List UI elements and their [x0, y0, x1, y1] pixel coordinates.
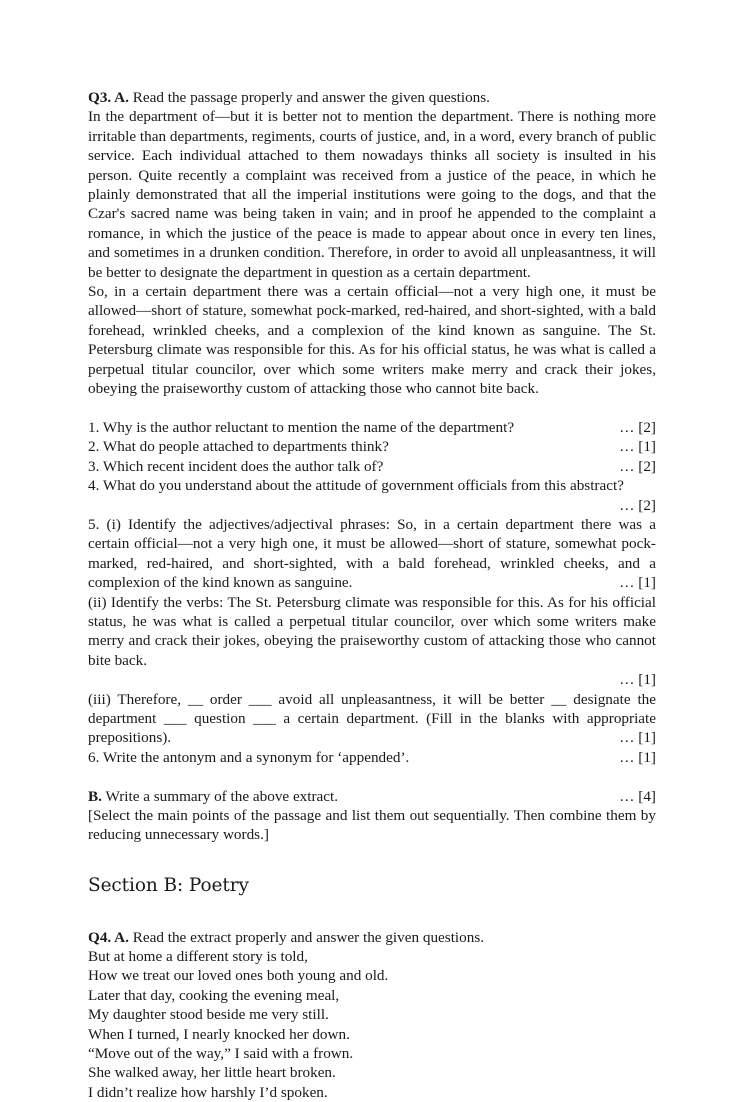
- spacer: [88, 399, 656, 418]
- partb-line: [88, 788, 338, 805]
- partb-note: [Select the main points of the passage and list them out sequentially. Then combine them by reducing unnecessary words.]: [88, 807, 656, 844]
- question-3-marks: … [2]: [619, 457, 656, 475]
- spacer: [88, 845, 656, 864]
- question-row-1: [88, 418, 656, 437]
- question-row-2: [88, 437, 656, 456]
- question-1-marks: … [2]: [619, 418, 656, 436]
- question-1-text: 1. Why is the author reluctant to mention the name of the department?: [88, 418, 515, 436]
- question-2-text: 2. What do people attached to departments think?: [88, 438, 389, 456]
- q4-label: Q4. A.: [88, 928, 129, 946]
- q4-instruction: Read the extract properly and answer the given questions.: [132, 928, 485, 946]
- q3-instruction: Read the passage properly and answer the given questions.: [132, 89, 490, 106]
- poem-line: I didn’t realize how harshly I’d spoken.: [88, 1083, 328, 1101]
- poem-line: “Move out of the way,” I said with a frown.: [88, 1045, 354, 1063]
- question-6-text: 6. Write the antonym and a synonym for ‘appended’.: [88, 748, 410, 766]
- partb-marks: … [4]: [619, 787, 656, 805]
- spacer: [88, 864, 656, 874]
- partb-row: [88, 787, 656, 806]
- q3-label: Q3. A.: [88, 89, 129, 106]
- question-5ii-paragraph: (ii) Identify the verbs: The St. Petersburg climate was responsible for this. As for his official status, he was what is called a perpetual titular councilor, over which some writers make merry and crack their jokes, obeying the praiseworthy custom of attacking those who cannot bite back.: [88, 593, 656, 669]
- question-row-3: [88, 457, 656, 476]
- question-6-row: [88, 748, 656, 767]
- question-5ii-marks: … [1]: [619, 671, 656, 689]
- poem-line: When I turned, I nearly knocked her down.: [88, 1025, 350, 1043]
- poem-line: But at home a different story is told,: [88, 948, 308, 966]
- spacer: [88, 898, 656, 917]
- spacer: [88, 767, 656, 786]
- question-2-marks: … [1]: [619, 438, 656, 456]
- poem-line: Later that day, cooking the evening meal,: [88, 986, 340, 1004]
- question-5iii-marks: … [1]: [619, 729, 656, 747]
- question-5i-text: 5. (i) Identify the adjectives/adjectival phrases: So, in a certain department there was a certain official—not a very high one, it must be allowed—short of stature, somewhat pock-marked, red-haired, and short-sighted, with a bald forehead, wrinkled cheeks, and a complexion of the kind known as sanguine.: [88, 515, 656, 592]
- question-4-marks: … [2]: [619, 496, 656, 514]
- partb-label: B.: [88, 787, 102, 805]
- passage-paragraph-2: So, in a certain department there was a certain official—not a very high one, it must be allowed—short of stature, somewhat pock-marked, red-haired, and short-sighted, with a bald forehead, wrinkled cheeks, and a complexion of the kind known as sanguine. The St. Petersburg climate was responsible for this. As for his official status, he was what is called a perpetual titular councilor, over which some writers make merry and crack their jokes, obeying the praiseworthy custom of attacking those who cannot bite back.: [88, 283, 656, 398]
- q3-instruction-line: [88, 88, 656, 107]
- q4-instruction-line: [88, 928, 656, 947]
- question-4-text: 4. What do you understand about the attitude of government officials from this abstract?: [88, 477, 624, 495]
- poem-line: My daughter stood beside me very still.: [88, 1006, 329, 1024]
- passage-paragraph-1: In the department of—but it is better not to mention the department. There is nothing more irritable than departments, regiments, courts of justice, and, in a word, every branch of public service. Each individual attached to them nowadays thinks all society is insulted in his person. Quite recently a complaint was received from a justice of the peace, in which he plainly demonstrated that all the imperial institutions were going to the dogs, and that the Czar's sacred name was being taken in vain; and in proof he appended to the complaint a romance, in which the justice of the peace is made to appear about once in every ten lines, and sometimes in a drunken condition. Therefore, in order to avoid all unpleasantness, it will be better to designate the department in question as a certain department.: [88, 108, 656, 281]
- poem-line: She walked away, her little heart broken.: [88, 1064, 336, 1082]
- section-b-heading: Section B: Poetry: [88, 875, 249, 897]
- spacer: [88, 918, 656, 928]
- partb-text: Write a summary of the above extract.: [105, 787, 339, 805]
- question-5i-marks: … [1]: [619, 574, 656, 592]
- question-6-marks: … [1]: [619, 748, 656, 766]
- document-body: [88, 88, 656, 1102]
- question-5iii-text: (iii) Therefore, __ order ___ avoid all unpleasantness, it will be better __ designate the department ___ question ___ a certain department. (Fill in the blanks with appropriate prepositions).: [88, 690, 656, 747]
- poem-line: How we treat our loved ones both young and old.: [88, 967, 389, 985]
- question-3-text: 3. Which recent incident does the author talk of?: [88, 457, 384, 475]
